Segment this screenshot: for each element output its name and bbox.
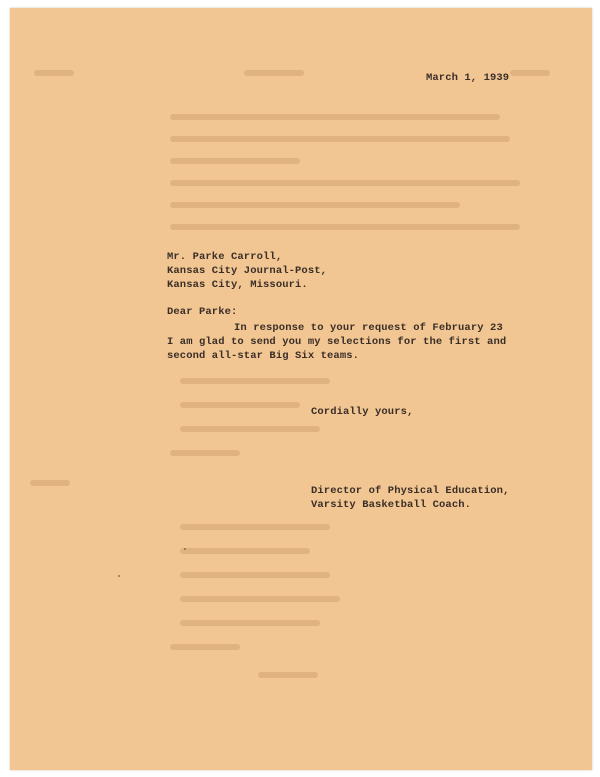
bleed-through-mark	[170, 644, 240, 650]
recipient-city: Kansas City, Missouri.	[167, 279, 308, 291]
ink-speck	[118, 575, 120, 577]
bleed-through-mark	[170, 136, 510, 142]
bleed-through-mark	[510, 70, 550, 76]
body-line: In response to your request of February 23	[234, 322, 503, 334]
bleed-through-mark	[170, 202, 460, 208]
bleed-through-mark	[258, 672, 318, 678]
bleed-through-mark	[170, 224, 520, 230]
bleed-through-mark	[30, 480, 70, 486]
signature-title: Director of Physical Education,	[311, 485, 510, 497]
body-line: I am glad to send you my selections for the first and	[167, 336, 507, 348]
signature-title: Varsity Basketball Coach.	[311, 499, 472, 511]
recipient-organization: Kansas City Journal-Post,	[167, 265, 328, 277]
bleed-through-mark	[180, 524, 330, 530]
bleed-through-mark	[180, 596, 340, 602]
salutation: Dear Parke:	[167, 306, 238, 318]
bleed-through-mark	[170, 180, 520, 186]
bleed-through-mark	[180, 426, 320, 432]
bleed-through-mark	[170, 114, 500, 120]
letter-page	[10, 8, 592, 770]
bleed-through-mark	[180, 572, 330, 578]
bleed-through-mark	[170, 158, 300, 164]
bleed-through-mark	[34, 70, 74, 76]
ink-speck	[184, 548, 186, 550]
bleed-through-mark	[180, 620, 320, 626]
closing: Cordially yours,	[311, 406, 414, 418]
letter-date: March 1, 1939	[426, 72, 510, 84]
body-line: second all-star Big Six teams.	[167, 350, 360, 362]
bleed-through-mark	[244, 70, 304, 76]
bleed-through-mark	[180, 402, 300, 408]
bleed-through-mark	[170, 450, 240, 456]
bleed-through-mark	[180, 548, 310, 554]
recipient-name: Mr. Parke Carroll,	[167, 251, 283, 263]
bleed-through-mark	[180, 378, 330, 384]
